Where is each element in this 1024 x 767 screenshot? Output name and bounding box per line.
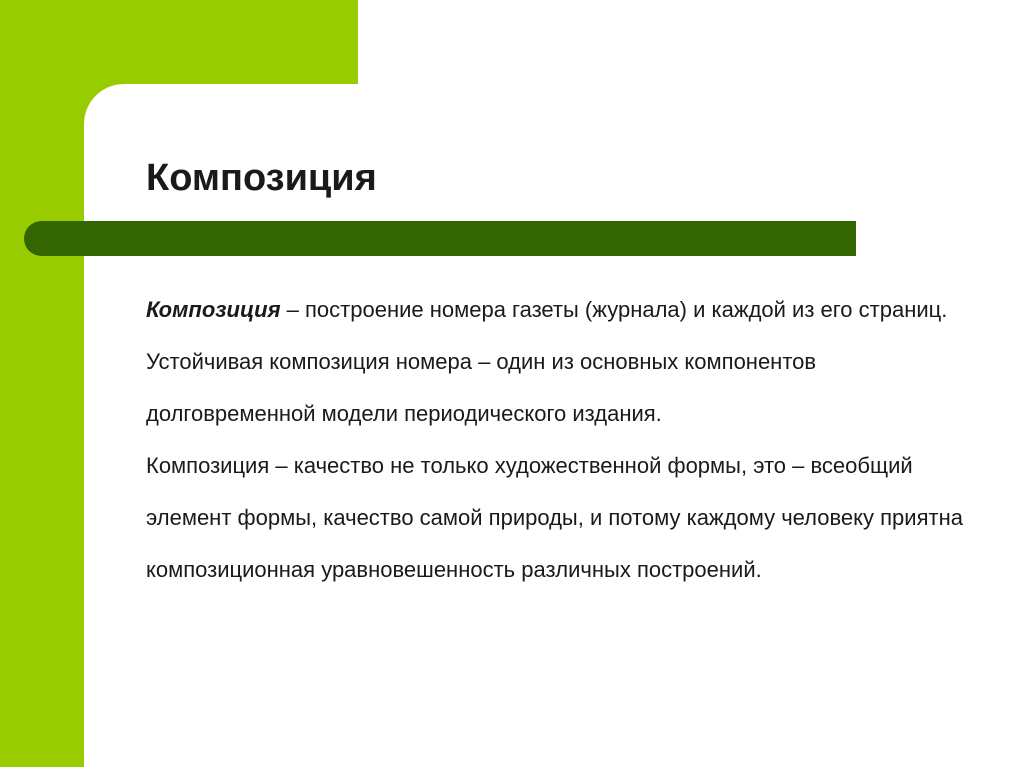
defined-term: Композиция xyxy=(146,297,281,322)
definition-paragraph xyxy=(146,284,976,336)
body-paragraph-stable-composition: Устойчивая композиция номера – один из основных компонентов долговременной модели периодического издания. xyxy=(146,349,817,426)
body-paragraph-composition-quality: Композиция – качество не только художественной формы, это – всеобщий элемент формы, качество самой природы, и потому каждому человеку приятна композиционная уравновешенность различных построений. xyxy=(146,453,963,582)
definition-text: – построение номера газеты (журнала) и каждой из его страниц. xyxy=(280,297,948,322)
slide-body xyxy=(146,284,976,596)
slide-title: Композиция xyxy=(146,157,377,199)
title-underline-bar xyxy=(24,221,856,256)
